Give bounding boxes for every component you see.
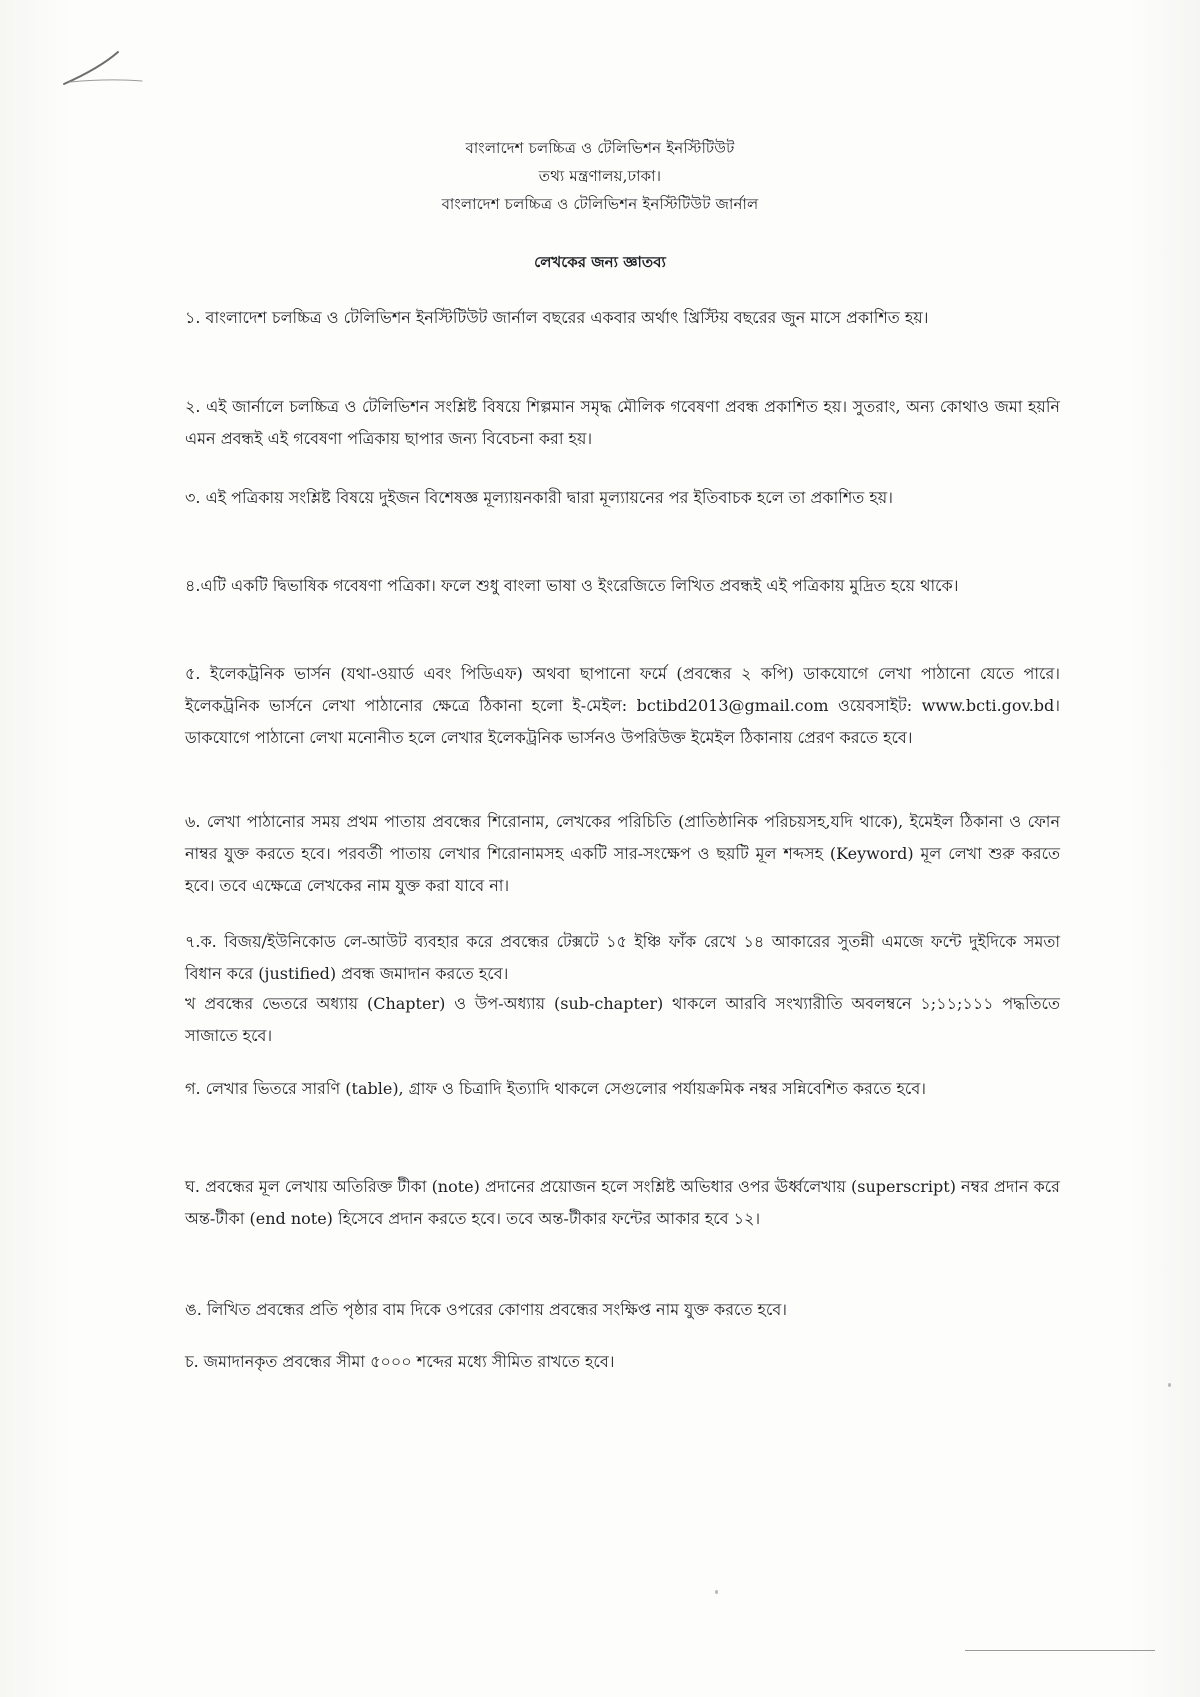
paragraph-5: ৫. ইলেকট্রনিক ভার্সন (যথা-ওয়ার্ড এবং পিডিএফ) অথবা ছাপানো ফর্মে (প্রবন্ধের ২ কপি) ডাকযোগে লেখা পাঠানো যেতে পারে। ইলেকট্রনিক ভার্সনে লেখা পাঠানোর ক্ষেত্রে ঠিকানা হলো ই-মেইল: bctibd2013@gmail.com ওয়েবসাইট: www.bcti.gov.bd। ডাকযোগে পাঠানো লেখা মনোনীত হলে লেখার ইলেকট্রনিক ভার্সনও উপরিউক্ত ইমেইল ঠিকানায় প্রেরণ করতে হবে। (185, 664, 1060, 747)
paragraph-7d: ঘ. প্রবন্ধের মূল লেখায় অতিরিক্ত টীকা (note) প্রদানের প্রয়োজন হলে সংশ্লিষ্ট অভিধার ওপর ঊর্ধ্বলেখায় (superscript) নম্বর প্রদান করে অন্ত-টীকা (end note) হিসেবে প্রদান করতে হবে। তবে অন্ত-টীকার ফন্টের আকার হবে ১২। (185, 1177, 1060, 1228)
paragraph-7f: চ. জমাদানকৃত প্রবন্ধের সীমা ৫০০০ শব্দের মধ্যে সীমিত রাখতে হবে। (185, 1352, 615, 1371)
paragraph-7c: গ. লেখার ভিতরে সারণি (table), গ্রাফ ও চিত্রাদি ইত্যাদি থাকলে সেগুলোর পর্যায়ক্রমিক নম্বর সন্নিবেশিত করতে হবে। (185, 1079, 926, 1098)
institute-name: বাংলাদেশ চলচ্চিত্র ও টেলিভিশন ইনস্টিটিউট (465, 139, 735, 157)
pen-mark-icon (62, 46, 162, 94)
journal-header (0, 134, 1200, 218)
paragraph-3: ৩. এই পত্রিকায় সংশ্লিষ্ট বিষয়ে দুইজন বিশেষজ্ঞ মূল্যায়নকারী দ্বারা মূল্যায়নের পর ইতিবাচক হলে তা প্রকাশিত হয়। (185, 488, 893, 507)
paragraph-7e: ঙ. লিখিত প্রবন্ধের প্রতি পৃষ্ঠার বাম দিকে ওপরের কোণায় প্রবন্ধের সংক্ষিপ্ত নাম যুক্ত করতে হবে। (185, 1300, 788, 1319)
footer-rule (965, 1650, 1155, 1651)
scan-speck (715, 1590, 718, 1594)
paragraph-2: ২. এই জার্নালে চলচ্চিত্র ও টেলিভিশন সংশ্লিষ্ট বিষয়ে শিল্পমান সমৃদ্ধ মৌলিক গবেষণা প্রবন্ধ প্রকাশিত হয়। সুতরাং, অন্য কোথাও জমা হয়নি এমন প্রবন্ধই এই গবেষণা পত্রিকায় ছাপার জন্য বিবেচনা করা হয়। (185, 397, 1060, 448)
scan-speck (1168, 1383, 1171, 1387)
paragraph-1: ১. বাংলাদেশ চলচ্চিত্র ও টেলিভিশন ইনস্টিটিউট জার্নাল বছরের একবার অর্থাৎ খ্রিস্টিয় বছরের জুন মাসে প্রকাশিত হয়। (185, 308, 929, 327)
paragraph-4: ৪.এটি একটি দ্বিভাষিক গবেষণা পত্রিকা। ফলে শুধু বাংলা ভাষা ও ইংরেজিতে লিখিত প্রবন্ধই এই পত্রিকায় মুদ্রিত হয়ে থাকে। (185, 576, 959, 595)
paragraph-6: ৬. লেখা পাঠানোর সময় প্রথম পাতায় প্রবন্ধের শিরোনাম, লেখকের পরিচিতি (প্রাতিষ্ঠানিক পরিচয়সহ,যদি থাকে), ইমেইল ঠিকানা ও ফোন নাম্বর যুক্ত করতে হবে। পরবর্তী পাতায় লেখার শিরোনামসহ একটি সার-সংক্ষেপ ও ছয়টি মূল শব্দসহ (Keyword) মূল লেখা শুরু করতে হবে। তবে এক্ষেত্রে লেখকের নাম যুক্ত করা যাবে না। (185, 812, 1060, 895)
paragraph-7a: ৭.ক. বিজয়/ইউনিকোড লে-আউট ব্যবহার করে প্রবন্ধের টেক্সটে ১৫ ইঞ্চি ফাঁক রেখে ১৪ আকারের সুতন্নী এমজে ফন্টে দুইদিকে সমতা বিধান করে (justified) প্রবন্ধ জমাদান করতে হবে। (185, 932, 1060, 983)
paragraph-7b: খ প্রবন্ধের ভেতরে অধ্যায় (Chapter) ও উপ-অধ্যায় (sub-chapter) থাকলে আরবি সংখ্যারীতি অবলম্বনে ১;১১;১১১ পদ্ধতিতে সাজাতে হবে। (185, 994, 1060, 1045)
ministry-name: তথ্য মন্ত্রণালয়,ঢাকা। (538, 167, 662, 185)
notice-title: লেখকের জন্য জ্ঞাতব্য (534, 253, 666, 271)
journal-name: বাংলাদেশ চলচ্চিত্র ও টেলিভিশন ইনস্টিটিউট জার্নাল (441, 195, 759, 213)
